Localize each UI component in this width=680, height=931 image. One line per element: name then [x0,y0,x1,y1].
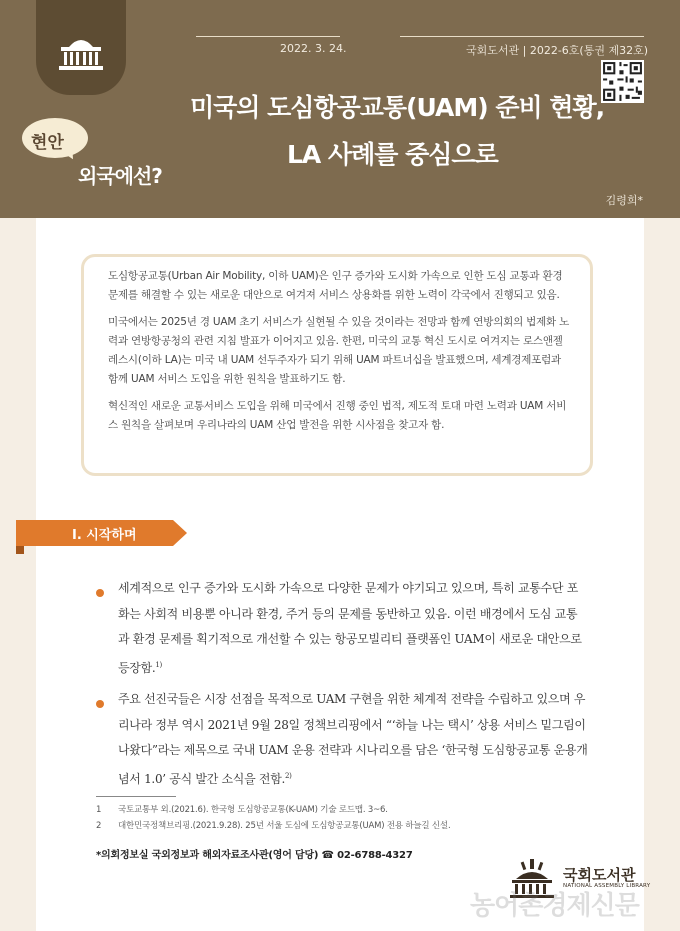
author-name: 김령희* [605,194,643,207]
newspaper-watermark: 농어촌경제신문 [470,891,639,921]
bullet-icon [96,700,104,708]
footnote-number: 1 [96,805,102,815]
footnote-divider [96,796,176,797]
assembly-logo [36,0,126,95]
series-name: 외국에선? [78,164,162,188]
library-english-name: NATIONAL ASSEMBLY LIBRARY [563,883,651,889]
page-title-line1: 미국의 도심항공교통(UAM) 준비 현황, [190,93,605,122]
footnote-2 [96,819,450,831]
bullet-icon [96,589,104,597]
footnote-text: 국토교통부 외.(2021.6). 한국형 도심항공교통(K-UAM) 기술 로드맵. 3~6. [118,805,388,815]
summary-paragraph-3: 혁신적인 새로운 교통서비스 도입을 위해 미국에서 진행 중인 법적, 제도적 토대 마련 노력과 UAM 서비스 원칙을 살펴보며 우리나라의 UAM 산업 발전을 위한 시사점을 찾고자 함. [108,400,567,431]
body-paragraph-2 [118,687,588,792]
summary-paragraph-2: 미국에서는 2025년 경 UAM 초기 서비스가 실현될 수 있을 것이라는 전망과 함께 연방의회의 법제화 노력과 연방항공청의 관련 지침 발표가 이어지고 있음. 한편, 미국의 교통 혁신 도시로 여겨지는 로스앤젤레스시(이하 LA)는 미국 내 UAM 선두주자가 되기 위해 UAM 파트너십을 발표했으며, 세계경제포럼과 함께 UAM 서비스 도입을 위한 원칙을 발표하기도 함. [108,316,570,385]
footnote-1 [96,803,388,815]
page-title-line2: LA 사례를 중심으로 [287,140,498,169]
issue-date: 2022. 3. 24. [280,42,347,55]
header-banner [0,0,680,218]
publication-info: 국회도서관 | 2022-6호(통권 제32호) [466,44,648,57]
footnote-number: 2 [96,821,102,831]
section-heading: Ⅰ. 시작하며 [72,528,137,543]
footnote-ref-1[interactable]: 1) [155,660,162,669]
footnote-ref-2[interactable]: 2) [285,771,292,780]
body-paragraph-1 [118,576,588,681]
header-rule-right [400,36,644,37]
bubble-label: 현안 [31,133,64,153]
header-rule-left [196,36,340,37]
body-paragraph-2-text: 주요 선진국들은 시장 선점을 목적으로 UAM 구현을 위한 체계적 전략을 수립하고 있으며 우리나라 정부 역시 2021년 9월 28일 정책브리핑에서 “‘하늘 나는 택시’ 상용 서비스 밑그림이 나왔다”라는 제목으로 국내 UAM 운용 전략과 시나리오를 담은 ‘한국형 도심항공교통 운용개념서 1.0’ 공식 발간 소식을 전함. [118,692,588,786]
footnote-text: 대한민국정책브리핑.(2021.9.28). 25년 서울 도심에 도심항공교통(UAM) 전용 하늘길 신설. [118,821,451,831]
summary-box [81,254,593,476]
section-tab-fold [16,546,24,554]
contact-info: *의회정보실 국외정보과 해외자료조사관(영어 담당) ☎ 02-6788-4327 [96,850,413,861]
summary-paragraph-1: 도심항공교통(Urban Air Mobility, 이하 UAM)은 인구 증가와 도시화 가속으로 인한 도심 교통과 환경 문제를 해결할 수 있는 새로운 대안으로 여겨져 서비스 상용화를 위한 노력이 각국에서 진행되고 있음. [108,270,563,301]
qr-code-icon[interactable] [601,60,644,103]
body-paragraph-1-text: 세계적으로 인구 증가와 도시화 가속으로 다양한 문제가 야기되고 있으며, 특히 교통수단 포화는 사회적 비용뿐 아니라 환경, 주거 등의 문제를 동반하고 있음. 이런 배경에서 도심 교통과 환경 문제를 획기적으로 개선할 수 있는 항공모빌리티 플랫폼인 UAM이 새로운 대안으로 등장함. [118,581,582,675]
library-name: 국회도서관 [563,866,636,884]
assembly-building-icon [57,33,105,73]
